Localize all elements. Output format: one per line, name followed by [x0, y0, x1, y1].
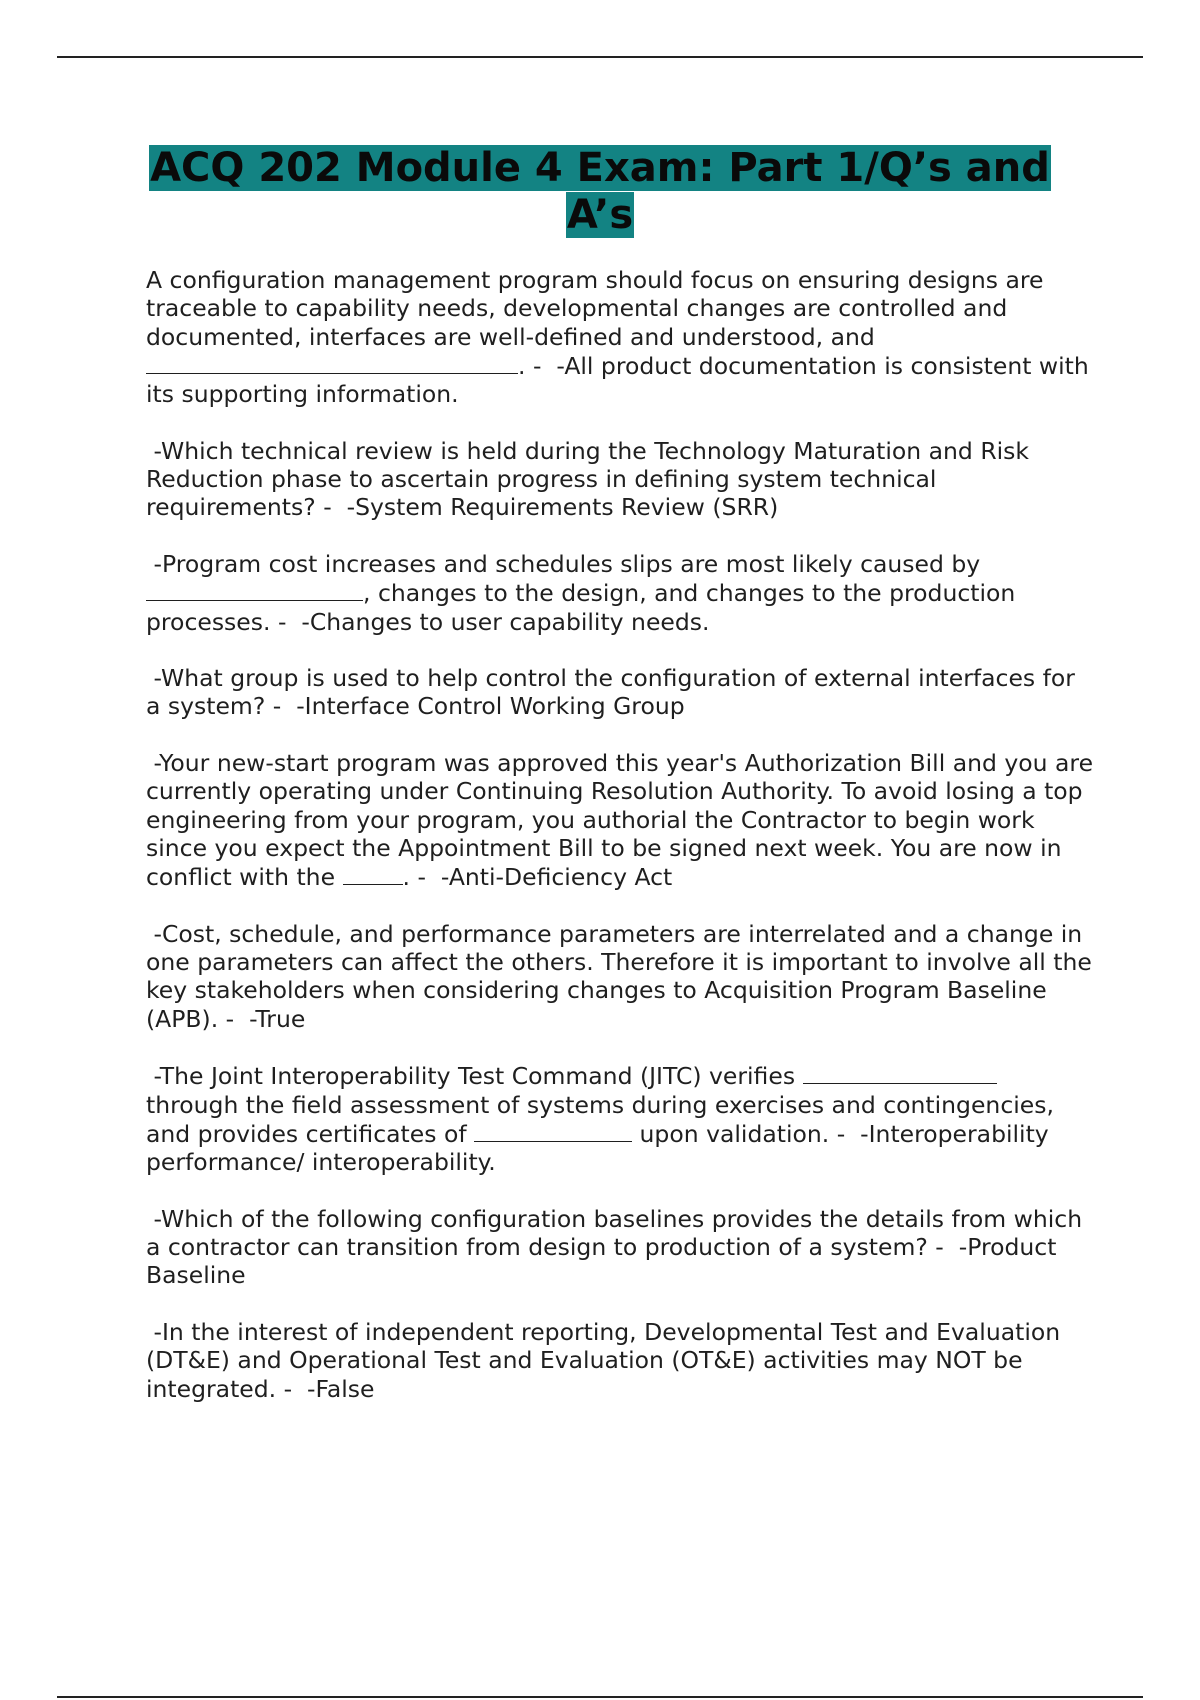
answer-blank: [803, 1061, 997, 1084]
qa-item-5: [146, 749, 1101, 892]
qa-item-7-question-cont: through the field assessment of systems during exercises and contingencies, and provides certificates of: [146, 1090, 1054, 1148]
answer-blank: [343, 862, 403, 885]
qa-item-1: [146, 266, 1096, 408]
answer-blank: [146, 578, 363, 601]
qa-item-8: -Which of the following configuration baselines provides the details from which a contractor can transition from design to production of a system? - -Product Baseline: [146, 1204, 1090, 1290]
title-line-1: ACQ 202 Module 4 Exam: Part 1/Q’s and: [150, 145, 1050, 191]
qa-list: [146, 266, 1101, 1431]
qa-item-7-answer: upon validation. - -Interoperability performance/ interoperability.: [146, 1119, 1057, 1177]
page-title: [60, 145, 1140, 239]
qa-item-9: -In the interest of independent reporting, Developmental Test and Evaluation (DT&E) and Operational Test and Evaluation (OT&E) activities may NOT be integrated. - -False: [146, 1317, 1068, 1403]
answer-blank: [146, 351, 518, 374]
qa-item-5-answer: . - -Anti-Deficiency Act: [402, 863, 673, 892]
qa-item-3-question: -Program cost increases and schedules slips are most likely caused by: [153, 549, 981, 578]
qa-item-3-answer: , changes to the design, and changes to the production processes. - -Changes to user capability needs.: [146, 579, 1023, 636]
bottom-rule: [57, 1696, 1143, 1698]
qa-item-4: -What group is used to help control the configuration of external interfaces for a system? - -Interface Control Working Group: [146, 664, 1083, 721]
qa-item-6: -Cost, schedule, and performance parameters are interrelated and a change in one parameters can affect the others. Therefore it is important to involve all the key stakeholders when considering changes to Acquisition Program Baseline (APB). - -True: [146, 919, 1100, 1033]
qa-item-3: [146, 550, 1096, 636]
qa-item-2: -Which technical review is held during the Technology Maturation and Risk Reduction phase to ascertain progress in defining system technical requirements? - -System Requirements Review (SRR): [146, 436, 1037, 522]
qa-item-5-question: -Your new-start program was approved this year's Authorization Bill and you are currently operating under Continuing Resolution Authority. To avoid losing a top engineering from your program, you authorial the Contractor to begin work since you expect the Appointment Bill to be signed next week. You are now in conflict with the: [146, 749, 1101, 892]
qa-item-1-question: A configuration management program should focus on ensuring designs are traceable to capability needs, developmental changes are controlled and documented, interfaces are well-defined and understood, and: [146, 266, 1044, 351]
qa-item-7: [146, 1061, 1096, 1176]
answer-blank: [474, 1119, 632, 1142]
qa-item-1-answer: . - -All product documentation is consistent with its supporting information.: [146, 351, 1097, 409]
title-line-2: A’s: [566, 192, 634, 238]
top-rule: [57, 56, 1143, 58]
qa-item-7-question: -The Joint Interoperability Test Command (JITC) verifies: [146, 1062, 803, 1091]
